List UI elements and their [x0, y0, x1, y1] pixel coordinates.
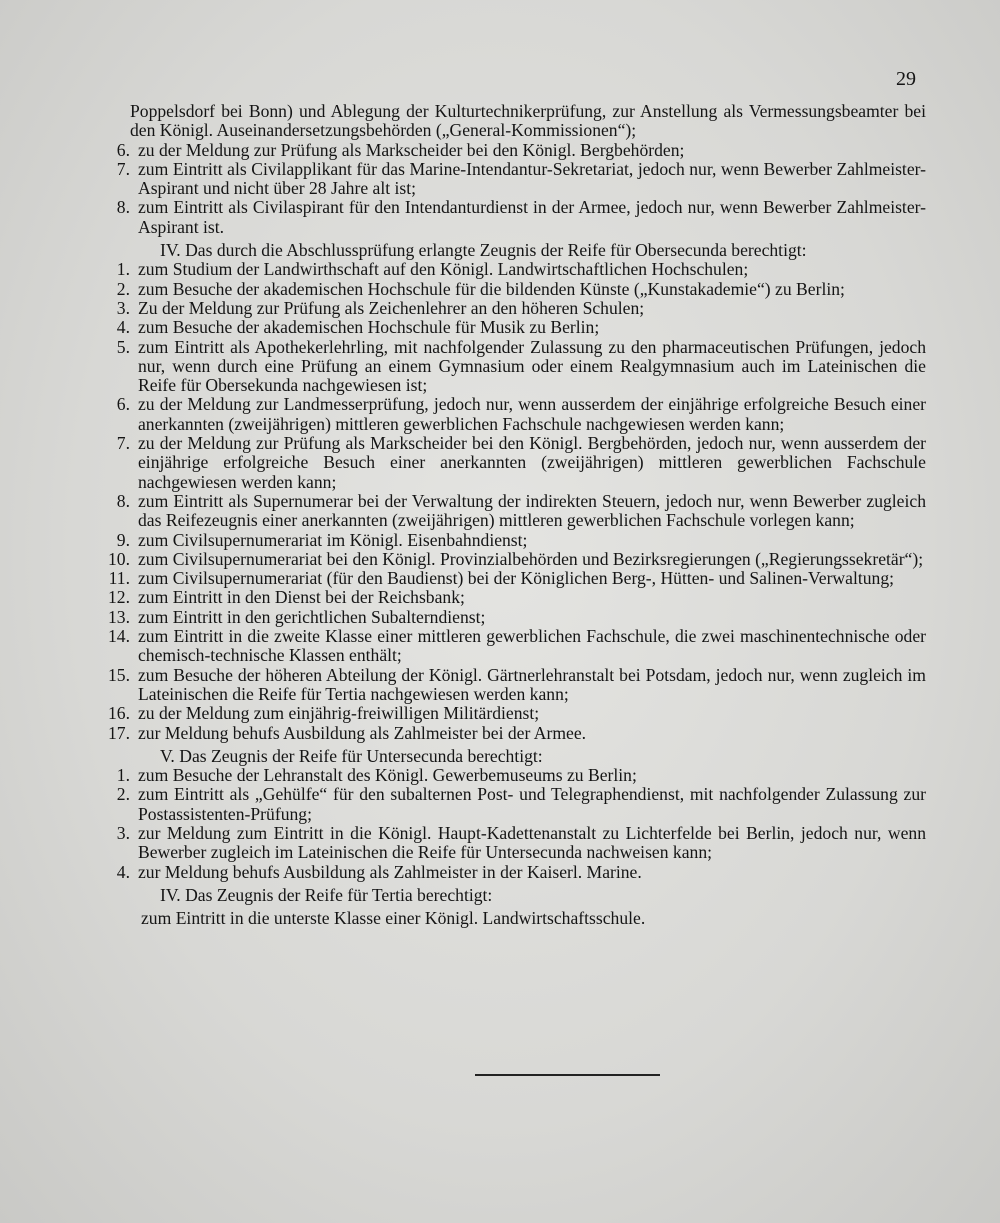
section-v-list [96, 766, 926, 882]
list-item [96, 198, 926, 237]
item-text: zum Besuche der Lehranstalt des Königl. Gewerbemuseums zu Berlin; [138, 765, 637, 786]
item-number: 6. [116, 139, 130, 160]
item-text: zum Eintritt als Civilaspirant für den Intendanturdienst in der Armee, jedoch nur, wenn Bewerber Zahlmeister-Aspirant ist. [138, 197, 926, 237]
item-number: 14. [108, 626, 130, 647]
item-number: 11. [108, 568, 130, 589]
item-number: 1. [116, 259, 130, 280]
item-number: 3. [116, 822, 130, 843]
item-text: zum Eintritt in die zweite Klasse einer mittleren gewerblichen Fachschule, die zwei maschinentechnische oder chemisch-technische Klassen enthält; [138, 626, 926, 666]
item-text: zum Besuche der akademischen Hochschule für Musik zu Berlin; [138, 317, 600, 338]
item-number: 2. [116, 784, 130, 805]
list-item [96, 569, 926, 588]
item-number: 8. [116, 197, 130, 218]
list-item [96, 704, 926, 723]
item-text: zu der Meldung zur Prüfung als Markscheider bei den Königl. Bergbehörden, jedoch nur, wenn ausserdem der einjährige erfolgreiche Besuch einer anerkannten (zweijährigen) mittleren gewerblichen Fachschule nachgewiesen werden kann; [138, 433, 926, 492]
item-number: 4. [116, 861, 130, 882]
item-text: zu der Meldung zur Prüfung als Markscheider bei den Königl. Bergbehörden; [138, 139, 685, 160]
list-item [96, 785, 926, 824]
item-number: 6. [116, 394, 130, 415]
item-number: 5. [116, 336, 130, 357]
list-item [96, 824, 926, 863]
item-text: zur Meldung zum Eintritt in die Königl. Haupt-Kadettenanstalt zu Lichterfelde bei Berlin, jedoch nur, wenn Bewerber zugleich im Lateinischen die Reife für Untersecunda nachweisen kann; [138, 822, 926, 863]
item-text: zum Eintritt in den Dienst bei der Reichsbank; [138, 587, 465, 608]
list-item [96, 260, 926, 279]
item-number: 9. [116, 529, 130, 550]
list-item [96, 141, 926, 160]
section-v-heading: V. Das Zeugnis der Reife für Untersecunda berechtigt: [160, 745, 543, 766]
list-item [96, 724, 926, 743]
item-number: 15. [108, 664, 130, 685]
list-item [96, 299, 926, 318]
intro-paragraph: Poppelsdorf bei Bonn) und Ablegung der Kulturtechnikerprüfung, zur Anstellung als Vermessungsbeamter bei den Königl. Auseinandersetzungsbehörden („General-Kommissionen“); [130, 101, 926, 141]
list-item [96, 766, 926, 785]
item-number: 7. [116, 433, 130, 454]
item-number: 4. [116, 317, 130, 338]
list-item [96, 492, 926, 531]
item-text: zum Civilsupernumerariat bei den Königl. Provinzialbehörden und Bezirksregierungen („Regierungssekretär“); [138, 548, 924, 569]
list-item [96, 531, 926, 550]
list-item [96, 434, 926, 492]
list-item [96, 550, 926, 569]
section-tertia-heading: IV. Das Zeugnis der Reife für Tertia berechtigt: [160, 884, 493, 905]
item-text: zum Eintritt als Civilapplikant für das Marine-Intendantur-Sekretariat, jedoch nur, wenn Bewerber Zahlmeister-Aspirant und nicht über 28 Jahre alt ist; [138, 158, 926, 199]
list-item [96, 318, 926, 337]
item-number: 16. [108, 703, 130, 724]
section-iv-heading: IV. Das durch die Abschlussprüfung erlangte Zeugnis der Reife für Obersecunda berechtigt: [160, 240, 807, 261]
item-text: zur Meldung behufs Ausbildung als Zahlmeister bei der Armee. [138, 722, 587, 743]
list-item [96, 280, 926, 299]
list-item [96, 588, 926, 607]
item-text: zum Eintritt als „Gehülfe“ für den subalternen Post- und Telegraphendienst, mit nachfolgender Zulassung zur Postassistenten-Prüfung; [138, 784, 926, 824]
list-item [96, 608, 926, 627]
list-item [96, 863, 926, 882]
item-text: zum Eintritt in den gerichtlichen Subalterndienst; [138, 606, 486, 627]
page-number: 29 [896, 68, 916, 90]
item-text: zum Besuche der höheren Abteilung der Königl. Gärtnerlehranstalt bei Potsdam, jedoch nur, wenn zugleich im Lateinischen die Reife für Tertia nachgewiesen werden kann; [138, 664, 926, 704]
item-number: 13. [108, 606, 130, 627]
page-body [96, 102, 926, 928]
item-text: zum Eintritt als Supernumerar bei der Verwaltung der indirekten Steuern, jedoch nur, wenn Bewerber zugleich das Reifezeugnis einer anerkannten (zweijährigen) mittleren gewerblichen Fachschule vorlegen kann; [138, 490, 926, 531]
item-text: Zu der Meldung zur Prüfung als Zeichenlehrer an den höheren Schulen; [138, 297, 645, 318]
list-item [96, 627, 926, 666]
section-iv-list [96, 260, 926, 742]
item-number: 1. [116, 765, 130, 786]
item-number: 12. [108, 587, 130, 608]
item-text: zur Meldung behufs Ausbildung als Zahlmeister in der Kaiserl. Marine. [138, 861, 642, 882]
item-text: zu der Meldung zum einjährig-freiwilligen Militärdienst; [138, 703, 540, 724]
item-text: zu der Meldung zur Landmesserprüfung, jedoch nur, wenn ausserdem der einjährige erfolgreiche Besuch einer anerkannten (zweijährigen) mittleren gewerblichen Fachschule nachgewiesen werden kann; [138, 394, 926, 434]
item-number: 17. [108, 722, 130, 743]
list-item [96, 338, 926, 396]
item-number: 3. [116, 297, 130, 318]
list-item [96, 666, 926, 705]
item-text: zum Besuche der akademischen Hochschule für die bildenden Künste („Kunstakademie“) zu Berlin; [138, 278, 845, 299]
item-text: zum Studium der Landwirthschaft auf den Königl. Landwirtschaftlichen Hochschulen; [138, 259, 749, 280]
item-text: zum Eintritt als Apothekerlehrling, mit nachfolgender Zulassung zu den pharmaceutischen Prüfungen, jedoch nur, wenn durch eine Prüfung an einem Gymnasium oder einem Realgymnasium auch im Lateinischen die Reife für Obersekunda nachgewiesen ist; [138, 336, 926, 396]
closing-rule [475, 1074, 660, 1076]
item-number: 10. [108, 548, 130, 569]
section-tertia-text: zum Eintritt in die unterste Klasse einer Königl. Landwirtschaftsschule. [141, 908, 646, 929]
item-text: zum Civilsupernumerariat (für den Baudienst) bei der Königlichen Berg-, Hütten- und Salinen-Verwaltung; [138, 568, 895, 589]
list-item [96, 160, 926, 199]
item-number: 8. [116, 490, 130, 511]
item-number: 7. [116, 158, 130, 179]
item-text: zum Civilsupernumerariat im Königl. Eisenbahndienst; [138, 529, 528, 550]
section-iii-list [96, 141, 926, 237]
list-item [96, 395, 926, 434]
item-number: 2. [116, 278, 130, 299]
